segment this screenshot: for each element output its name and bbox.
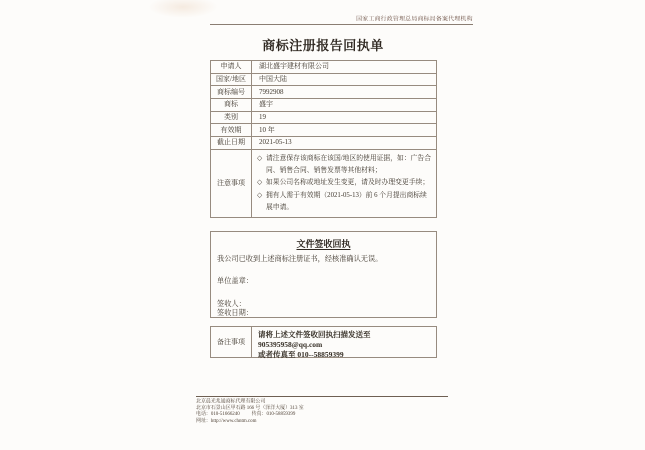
header-rule — [210, 24, 473, 25]
row-label: 申请人 — [211, 61, 252, 73]
row-value: 7992908 — [259, 87, 284, 96]
footer-rule — [196, 396, 448, 397]
diamond-bullet-icon: ◇ — [257, 179, 263, 187]
row-label: 类别 — [211, 112, 252, 124]
signer-label: 签收人： — [217, 300, 246, 308]
row-value: 中国大陆 — [259, 75, 287, 84]
trademark-info-table — [210, 60, 437, 218]
table-row-trademark — [211, 99, 436, 112]
diamond-bullet-icon: ◇ — [257, 154, 263, 162]
sign-date-label: 签收日期： — [217, 309, 253, 317]
note-item — [257, 177, 432, 189]
table-row-class — [211, 112, 436, 125]
table-row-applicant — [211, 61, 436, 74]
footer-company-name: 北京晨光兆通商标代理有限公司 — [196, 398, 266, 404]
footer-fax: 传真：010-58859399 — [251, 410, 296, 417]
note-item — [257, 153, 432, 178]
receipt-statement: 我公司已收到上述商标注册证书，经核准确认无误。 — [217, 255, 383, 263]
agency-footer — [196, 398, 447, 423]
scan-smudge — [148, 0, 218, 18]
table-row-notes — [211, 150, 436, 217]
row-label: 商标编号 — [211, 86, 252, 98]
row-label: 商标 — [211, 99, 252, 111]
agency-registration-note: 国家工商行政管理总局商标局备案代理机构 — [356, 15, 473, 22]
document-title: 商标注册报告回执单 — [262, 38, 384, 53]
receipt-title: 文件签收回执 — [296, 239, 351, 249]
remarks-line-fax: 或者传真至 010--58859399 — [258, 350, 344, 359]
note-item — [257, 190, 432, 215]
note-text: 如果公司名称或地址发生变更，请及时办理变更手续； — [266, 179, 430, 187]
row-label: 截止日期 — [211, 137, 252, 149]
footer-address: 北京市石景山区甲石路 166 号（泽洋大厦）313 室 — [196, 404, 304, 411]
remarks-label: 备注事项 — [211, 327, 252, 357]
table-row-trademark-number — [211, 86, 436, 99]
diamond-bullet-icon: ◇ — [257, 191, 263, 199]
notes-cell — [252, 150, 436, 217]
receipt-section — [210, 231, 437, 318]
note-text: 请注意保存该商标在该国/地区的使用证据，如：广告合同、销售合同、销售发票等其他材料； — [266, 154, 432, 175]
company-stamp-label: 单位盖章： — [217, 277, 253, 285]
table-row-country — [211, 74, 436, 87]
table-row-validity — [211, 124, 436, 137]
row-value: 2021-05-13 — [259, 138, 292, 147]
notes-label: 注意事项 — [211, 150, 252, 217]
footer-phone: 电话：010-51666240 — [196, 410, 240, 417]
row-label: 国家/地区 — [211, 74, 252, 86]
row-value: 19 — [259, 113, 266, 122]
remarks-line-email: 请将上述文件签收回执扫描发送至 905395958@qq.com — [258, 330, 371, 349]
remarks-cell — [252, 327, 436, 357]
remarks-section — [210, 326, 437, 358]
note-text: 拥有人需于有效期（2021-05-13）前 6 个月提出商标续展申请。 — [266, 191, 427, 211]
table-row-expiry-date — [211, 137, 436, 150]
footer-website: 网址：http://www.chntm.com — [196, 416, 257, 423]
row-value: 盛宇 — [259, 100, 273, 109]
row-label: 有效期 — [211, 124, 252, 136]
row-value: 10 年 — [259, 125, 275, 134]
row-value: 湖北盛宇建材有限公司 — [259, 62, 329, 71]
